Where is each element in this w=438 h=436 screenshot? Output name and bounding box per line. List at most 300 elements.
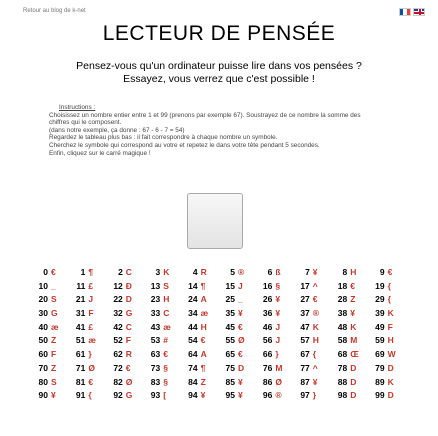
table-cell (149, 267, 186, 277)
table-cell (149, 363, 186, 373)
table-row (37, 308, 412, 322)
cell-symbol: € (51, 267, 56, 277)
cell-symbol: _ (238, 294, 243, 305)
cell-number: 7 (305, 267, 310, 277)
cell-number: 11 (76, 280, 86, 291)
table-cell (261, 335, 298, 345)
cell-number: 37 (300, 308, 310, 319)
cell-number: 1 (80, 267, 86, 277)
table-cell (336, 349, 373, 359)
cell-number: 86 (262, 376, 273, 387)
cell-number: 33 (150, 308, 161, 319)
top-bar (0, 0, 438, 22)
cell-symbol: ® (275, 390, 282, 401)
table-cell (74, 294, 111, 304)
table-cell (261, 267, 298, 277)
cell-number: 39 (375, 308, 385, 319)
cell-symbol: _ (51, 280, 56, 291)
table-cell (37, 363, 74, 373)
cell-number: 21 (75, 294, 86, 305)
table-cell (149, 308, 186, 318)
table-row (37, 281, 412, 295)
intro-line-2: Essayez, vous verrez que c'est possible ! (123, 73, 315, 85)
cell-symbol: A (200, 294, 207, 305)
table-cell (149, 294, 186, 304)
cell-number: 67 (300, 349, 310, 360)
table-cell (336, 294, 373, 304)
table-cell (74, 322, 111, 332)
table-cell (74, 281, 111, 291)
table-cell (37, 322, 74, 332)
cell-symbol: C (125, 267, 132, 277)
table-row (37, 322, 412, 336)
table-cell (187, 267, 224, 277)
table-cell (74, 308, 111, 318)
cell-number: 64 (188, 349, 198, 360)
cell-symbol: J (275, 321, 281, 332)
symbol-table (37, 267, 412, 404)
cell-number: 22 (113, 294, 123, 305)
cell-symbol: ^ (312, 362, 318, 373)
cell-number: 48 (337, 321, 348, 332)
cell-symbol: C (163, 308, 170, 319)
cell-symbol: D (350, 362, 357, 373)
table-cell (149, 377, 186, 387)
cell-symbol: Ø (88, 362, 96, 373)
table-cell (37, 308, 74, 318)
cell-symbol: € (238, 321, 243, 332)
cell-number: 95 (225, 390, 235, 401)
cell-symbol: € (312, 294, 318, 305)
cell-symbol: K (387, 376, 394, 387)
table-cell (336, 267, 373, 277)
cell-symbol: Ø (238, 335, 245, 346)
cell-number: 24 (188, 294, 198, 305)
cell-symbol: H (350, 267, 357, 277)
cell-number: 38 (337, 308, 348, 319)
cell-number: 83 (150, 376, 161, 387)
cell-number: 96 (262, 390, 273, 401)
cell-number: 46 (262, 321, 273, 332)
cell-number: 51 (75, 335, 86, 346)
table-row (37, 335, 412, 349)
cell-number: 92 (113, 390, 123, 401)
cell-number: 12 (113, 280, 123, 291)
cell-number: 87 (300, 376, 310, 387)
table-cell (299, 390, 336, 400)
cell-number: 80 (38, 376, 48, 387)
table-cell (112, 390, 149, 400)
cell-number: 20 (38, 294, 48, 305)
table-cell (374, 308, 411, 318)
table-cell (261, 349, 298, 359)
table-cell (261, 308, 298, 318)
cell-number: 97 (300, 390, 310, 401)
cell-number: 14 (188, 280, 198, 291)
cell-symbol: € (238, 349, 243, 360)
cell-number: 36 (262, 308, 273, 319)
table-cell (224, 363, 261, 373)
cell-symbol: € (200, 335, 206, 346)
table-row (37, 377, 412, 391)
cell-symbol: § (275, 280, 281, 291)
cell-number: 91 (75, 390, 86, 401)
instructions-title: Instructions : (59, 104, 96, 111)
cell-number: 73 (150, 362, 161, 373)
cell-symbol: € (88, 376, 94, 387)
table-cell (149, 281, 186, 291)
cell-number: 17 (300, 280, 310, 291)
table-cell (261, 390, 298, 400)
cell-symbol: { (387, 294, 391, 305)
cell-number: 79 (375, 362, 385, 373)
cell-number: 57 (300, 335, 310, 346)
cell-number: 27 (300, 294, 310, 305)
cell-symbol: } (88, 349, 92, 360)
table-cell (224, 322, 261, 332)
table-cell (224, 308, 261, 318)
cell-number: 9 (379, 267, 385, 277)
cell-number: 30 (38, 308, 48, 319)
cell-symbol: } (312, 390, 317, 401)
cell-symbol: ¥ (200, 390, 206, 401)
cell-number: 69 (375, 349, 385, 360)
table-row (37, 363, 412, 377)
cell-number: 8 (342, 267, 348, 277)
cell-number: 44 (188, 321, 198, 332)
table-cell (374, 349, 411, 359)
table-cell (112, 377, 149, 387)
cell-symbol: D (350, 390, 357, 401)
page-title: LECTEUR DE PENSÉE (102, 22, 336, 45)
cell-symbol: A (200, 349, 207, 360)
cell-symbol: Ð (125, 280, 132, 291)
cell-number: 29 (375, 294, 385, 305)
cell-number: 19 (375, 280, 385, 291)
cell-symbol: æ (51, 321, 59, 332)
cell-number: 70 (38, 362, 48, 373)
instruction-line: (dans notre exemple, ça donne : 67 - 6 - 7 = 54) (49, 126, 185, 134)
cell-number: 41 (75, 321, 86, 332)
cell-number: 49 (375, 321, 385, 332)
table-cell (336, 335, 373, 345)
cell-symbol: € (387, 267, 393, 277)
table-cell (374, 281, 411, 291)
cell-number: 35 (225, 308, 235, 319)
table-cell (374, 377, 411, 387)
cell-number: 65 (225, 349, 235, 360)
cell-number: 53 (150, 335, 161, 346)
cell-number: 90 (38, 390, 48, 401)
fr-flag-icon[interactable] (399, 8, 411, 16)
cell-number: 68 (337, 349, 348, 360)
cell-symbol: K (350, 321, 357, 332)
table-cell (37, 390, 74, 400)
cell-symbol: [ (163, 390, 167, 401)
cell-number: 52 (113, 335, 123, 346)
cell-number: 15 (225, 280, 235, 291)
table-cell (374, 322, 411, 332)
table-row (37, 294, 412, 308)
table-cell (187, 322, 224, 332)
instructions (49, 104, 379, 157)
cell-symbol: { (387, 280, 391, 291)
cell-number: 55 (225, 335, 235, 346)
cell-symbol: Z (350, 294, 356, 305)
cell-symbol: J (238, 280, 243, 291)
cell-symbol: Z (51, 362, 57, 373)
cell-number: 74 (188, 362, 198, 373)
cell-number: 58 (337, 335, 348, 346)
cell-number: 5 (230, 267, 235, 277)
table-cell (187, 377, 224, 387)
cell-number: 54 (188, 335, 198, 346)
cell-symbol: ¥ (238, 390, 243, 401)
cell-symbol: ¶ (88, 267, 94, 277)
cell-symbol: ¥ (275, 308, 281, 319)
cell-symbol: æ (200, 308, 209, 319)
cell-symbol: D (387, 362, 394, 373)
cell-symbol: ¶ (200, 362, 206, 373)
cell-symbol: M (275, 362, 283, 373)
cell-number: 26 (262, 294, 273, 305)
table-cell (37, 377, 74, 387)
cell-symbol: ¥ (238, 376, 243, 387)
intro-text (0, 60, 438, 86)
table-cell (224, 267, 261, 277)
table-cell (374, 335, 411, 345)
cell-number: 60 (38, 349, 48, 360)
table-cell (37, 294, 74, 304)
cell-number: 77 (300, 362, 310, 373)
cell-number: 47 (300, 321, 310, 332)
cell-number: 32 (113, 308, 123, 319)
cell-number: 84 (188, 376, 198, 387)
cell-number: 0 (43, 267, 48, 277)
cell-number: 98 (337, 390, 348, 401)
cell-number: 6 (267, 267, 273, 277)
cell-symbol: H (387, 335, 394, 346)
table-cell (261, 377, 298, 387)
table-cell (224, 390, 261, 400)
cell-symbol: ® (312, 308, 320, 319)
cell-number: 23 (150, 294, 161, 305)
cell-symbol: £ (88, 321, 94, 332)
table-cell (261, 322, 298, 332)
table-cell (112, 281, 149, 291)
cell-number: 42 (113, 321, 123, 332)
cell-number: 82 (113, 376, 123, 387)
cell-symbol: F (51, 349, 57, 360)
cell-symbol: ¥ (51, 390, 56, 401)
cell-number: 2 (118, 267, 123, 277)
cell-number: 40 (38, 321, 48, 332)
table-cell (187, 308, 224, 318)
table-cell (336, 390, 373, 400)
table-cell (261, 281, 298, 291)
cell-symbol: C (125, 321, 132, 332)
cell-number: 4 (192, 267, 198, 277)
instruction-line: Enfin, cliquez sur le carré magique ! (49, 149, 151, 157)
table-cell (187, 390, 224, 400)
table-cell (336, 281, 373, 291)
cell-symbol: D (125, 294, 132, 305)
cell-symbol: ¥ (312, 267, 318, 277)
table-cell (261, 294, 298, 304)
cell-symbol: R (200, 267, 207, 277)
cell-symbol: € (350, 280, 355, 291)
cell-number: 72 (113, 362, 123, 373)
cell-symbol: J (88, 294, 94, 305)
table-cell (299, 281, 336, 291)
magic-square-button[interactable] (187, 193, 243, 249)
cell-number: 16 (262, 280, 273, 291)
back-to-blog-link[interactable]: Retour au blog de k-net (23, 8, 86, 14)
cell-symbol: € (125, 362, 131, 373)
cell-symbol: { (312, 349, 317, 360)
cell-symbol: K (163, 267, 170, 277)
language-flags (399, 8, 425, 17)
table-cell (74, 390, 111, 400)
cell-number: 78 (337, 362, 348, 373)
table-cell (149, 390, 186, 400)
table-cell (374, 390, 411, 400)
cell-symbol: S (51, 294, 57, 305)
cell-symbol: ¥ (238, 308, 243, 319)
cell-number: 25 (225, 294, 235, 305)
table-cell (336, 308, 373, 318)
cell-symbol: ¥ (275, 294, 281, 305)
table-cell (299, 363, 336, 373)
cell-number: 93 (150, 390, 161, 401)
table-cell (224, 335, 261, 345)
cell-symbol: G (51, 308, 58, 319)
table-cell (299, 267, 336, 277)
cell-number: 28 (337, 294, 348, 305)
table-cell (299, 335, 336, 345)
table-cell (187, 281, 224, 291)
table-cell (224, 377, 261, 387)
cell-symbol: § (163, 376, 168, 387)
cell-number: 88 (337, 376, 348, 387)
table-cell (299, 349, 336, 359)
table-cell (37, 335, 74, 345)
table-cell (374, 267, 411, 277)
table-cell (112, 308, 149, 318)
cell-symbol: D (350, 376, 357, 387)
table-cell (336, 363, 373, 373)
cell-symbol: R (125, 349, 132, 360)
cell-symbol: G (125, 390, 133, 401)
cell-symbol: S (163, 280, 169, 291)
cell-symbol: } (275, 349, 279, 360)
cell-symbol: M (350, 335, 358, 346)
table-cell (37, 267, 74, 277)
cell-number: 59 (375, 335, 385, 346)
table-cell (187, 335, 224, 345)
cell-symbol: D (387, 390, 394, 401)
cell-symbol: { (88, 390, 92, 401)
table-cell (149, 322, 186, 332)
table-cell (336, 322, 373, 332)
table-cell (224, 349, 261, 359)
cell-symbol: S (51, 376, 57, 387)
table-cell (74, 349, 111, 359)
table-cell (187, 294, 224, 304)
cell-number: 94 (188, 390, 198, 401)
cell-symbol: Ø (125, 376, 133, 387)
cell-symbol: H (312, 335, 319, 346)
cell-number: 31 (75, 308, 86, 319)
cell-symbol: # (163, 335, 168, 346)
table-cell (299, 294, 336, 304)
table-cell (74, 363, 111, 373)
cell-number: 10 (38, 280, 48, 291)
table-cell (112, 294, 149, 304)
cell-number: 62 (113, 349, 123, 360)
table-cell (112, 267, 149, 277)
cell-symbol: G (125, 308, 133, 319)
table-cell (112, 349, 149, 359)
table-row (37, 267, 412, 281)
cell-number: 66 (262, 349, 273, 360)
cell-symbol: K (387, 308, 394, 319)
cell-symbol: H (200, 321, 207, 332)
table-cell (261, 363, 298, 373)
table-cell (112, 322, 149, 332)
table-row (37, 390, 412, 404)
cell-symbol: ¥ (350, 308, 355, 319)
cell-number: 63 (150, 349, 161, 360)
table-cell (37, 281, 74, 291)
table-cell (112, 335, 149, 345)
cell-number: 34 (188, 308, 198, 319)
cell-number: 85 (225, 376, 235, 387)
cell-number: 45 (225, 321, 235, 332)
cell-number: 76 (262, 362, 273, 373)
cell-number: 18 (337, 280, 348, 291)
gb-flag-icon[interactable] (413, 8, 425, 16)
cell-number: 89 (375, 376, 385, 387)
table-cell (149, 349, 186, 359)
table-cell (336, 377, 373, 387)
table-row (37, 349, 412, 363)
table-cell (299, 377, 336, 387)
table-cell (74, 267, 111, 277)
cell-symbol: ß (275, 267, 281, 277)
cell-number: 43 (150, 321, 161, 332)
cell-number: 75 (225, 362, 235, 373)
cell-number: 3 (155, 267, 161, 277)
instruction-line: Cherchez le symbole qui correspond au votre et repetez le dans votre tête pendant 5 secondes. (49, 141, 320, 149)
table-cell (112, 363, 149, 373)
table-cell (187, 363, 224, 373)
cell-symbol: æ (163, 321, 171, 332)
table-cell (224, 294, 261, 304)
cell-symbol: K (312, 321, 319, 332)
table-cell (74, 335, 111, 345)
cell-symbol: J (275, 335, 281, 346)
table-cell (149, 335, 186, 345)
cell-symbol: Œ (350, 349, 359, 360)
cell-symbol: Ø (275, 376, 283, 387)
cell-symbol: Z (51, 335, 57, 346)
cell-symbol: H (163, 294, 170, 305)
cell-number: 13 (150, 280, 161, 291)
cell-number: 50 (38, 335, 48, 346)
table-cell (74, 377, 111, 387)
instruction-line: Regardez le tableau plus bas : il fait correspondre à chaque nombre un symbole. (49, 134, 278, 142)
